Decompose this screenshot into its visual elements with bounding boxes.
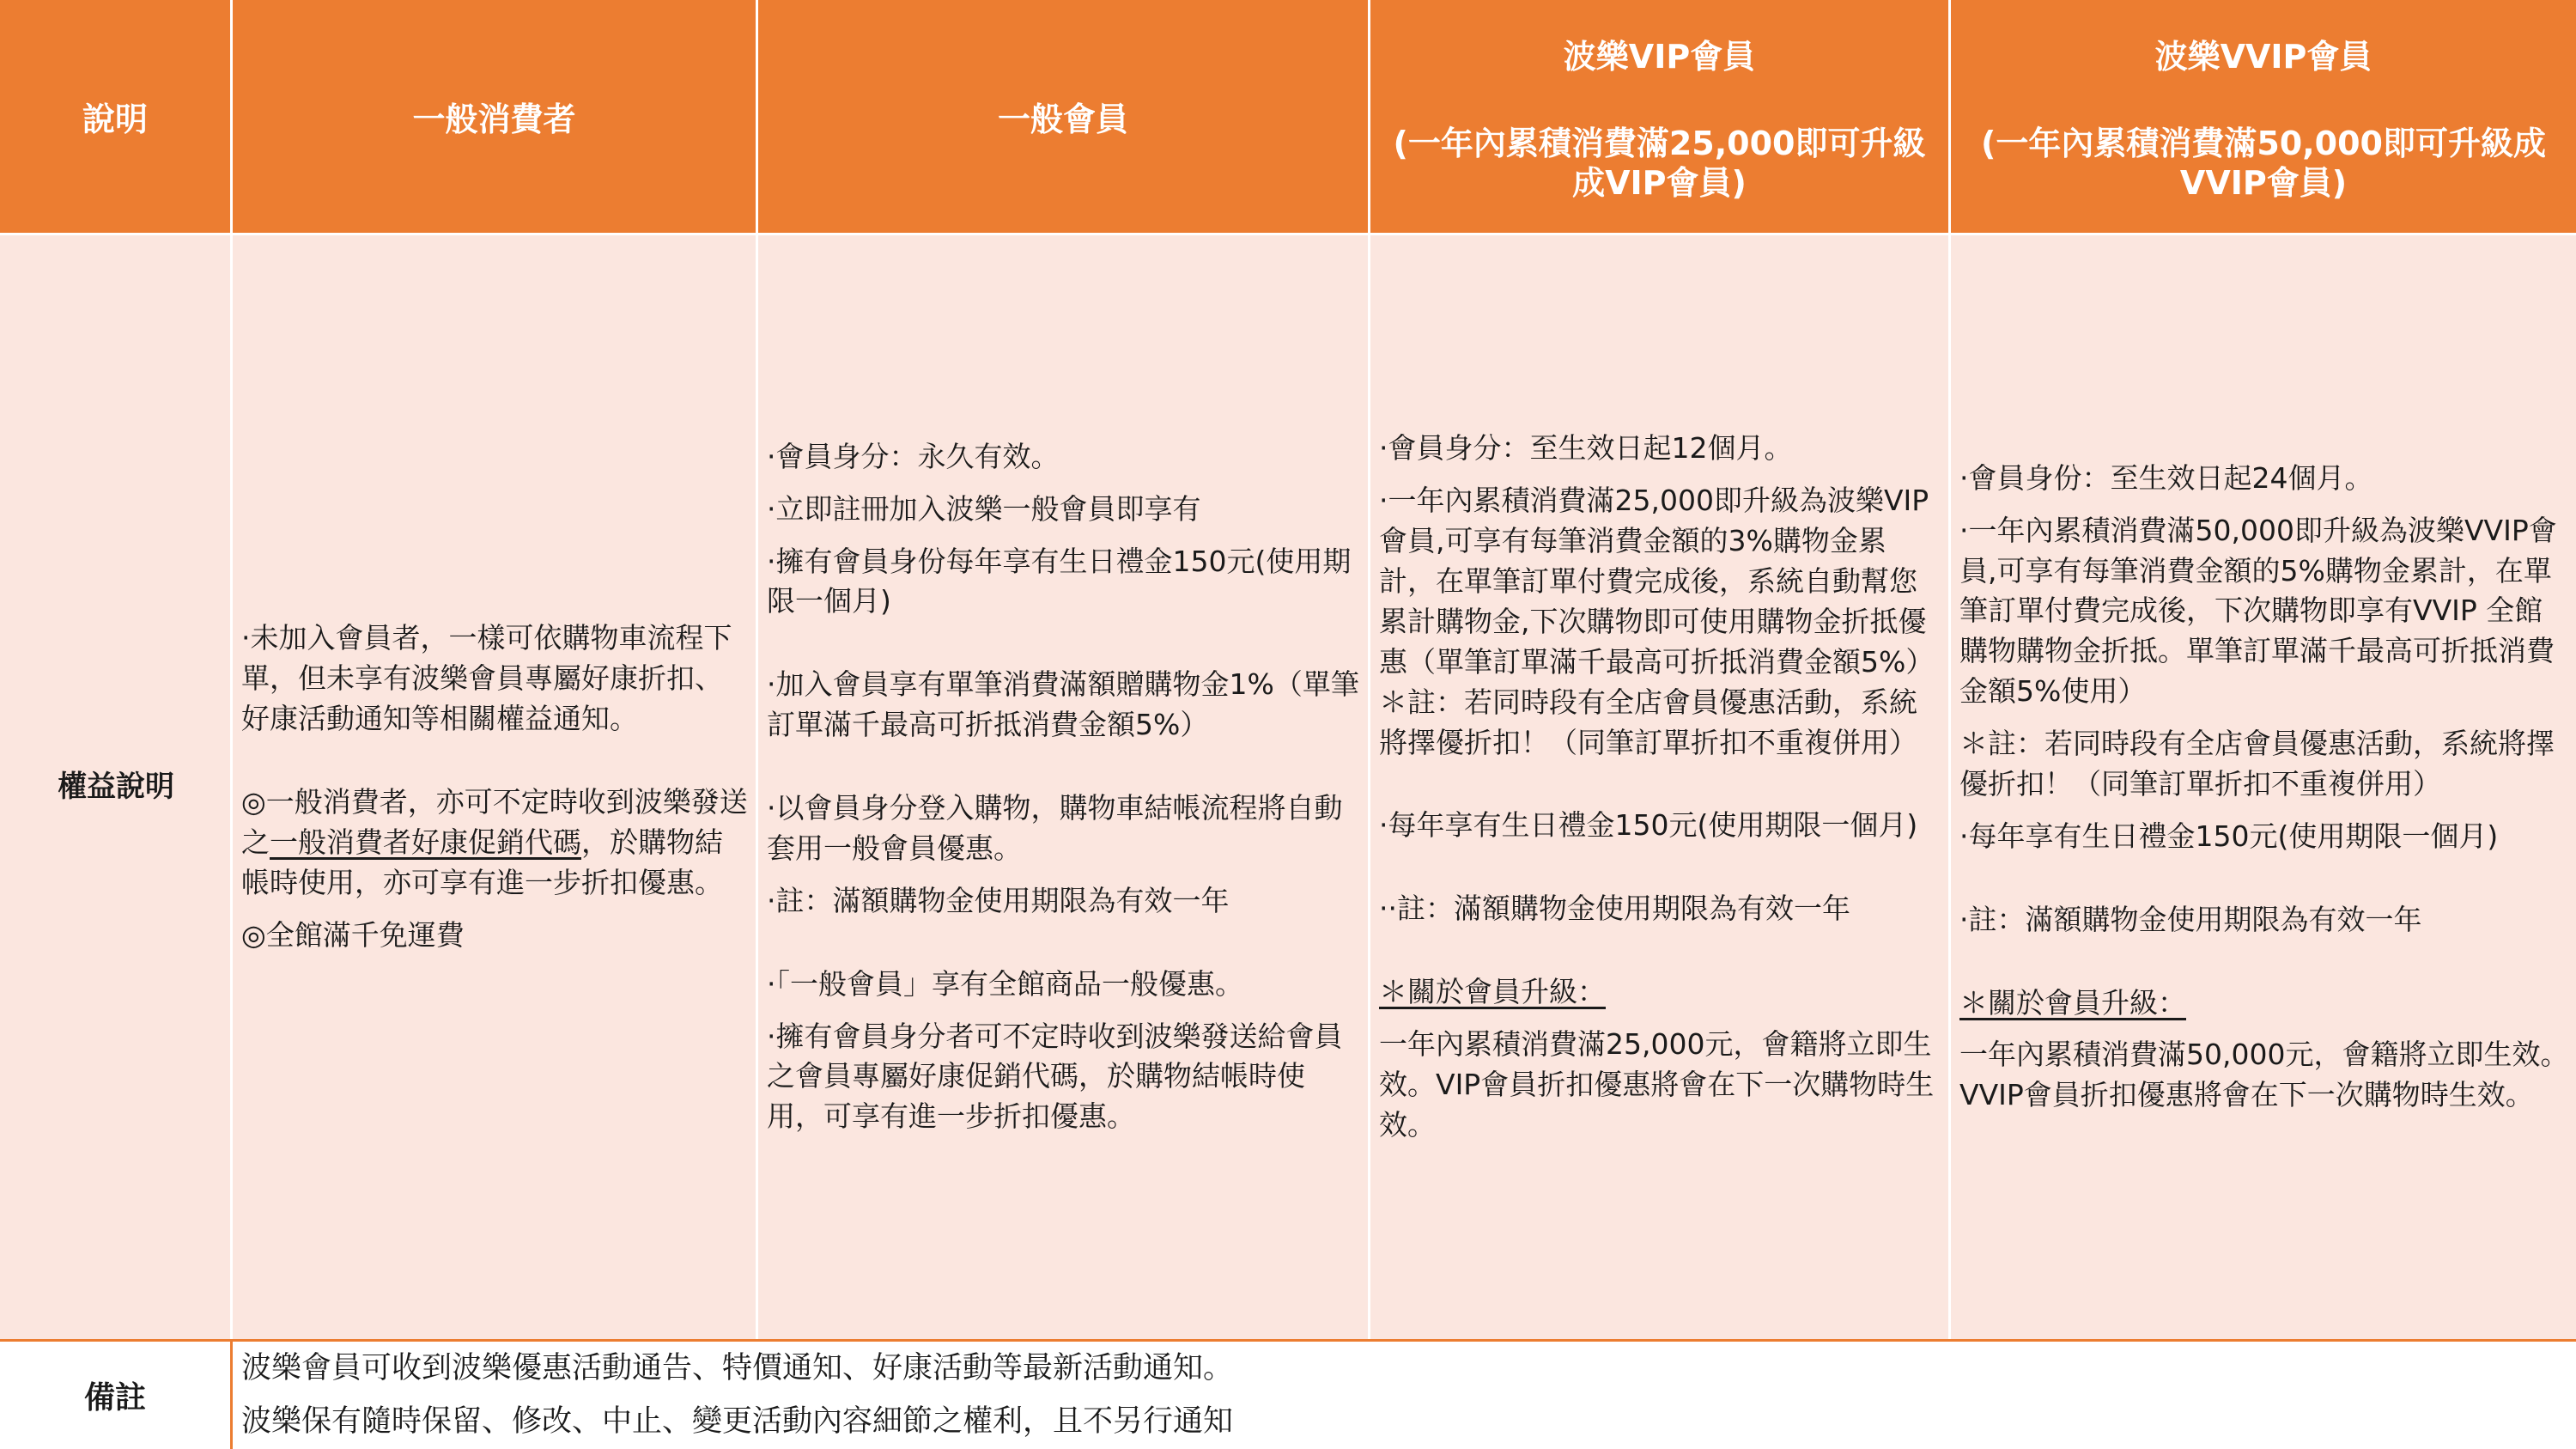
- vvip-p5: ·註：滿額購物金使用期限為有效一年: [1959, 902, 2422, 936]
- member-p4: ·加入會員享有單筆消費滿額贈購物金1%（單筆訂單滿千最高可折抵消費金額5%）: [767, 667, 1359, 742]
- vip-p5: ··註：滿額購物金使用期限為有效一年: [1379, 892, 1850, 926]
- header-general-member-label: 一般會員: [997, 100, 1128, 138]
- vvip-benefits: [1951, 233, 2576, 1339]
- consumer-p1: ·未加入會員者，一樣可依購物車流程下單，但未享有波樂會員專屬好康折扣、好康活動通知等相關權益通知。: [241, 621, 732, 736]
- member-p7: ·「一般會員」享有全館商品一般優惠。: [767, 966, 1243, 1001]
- vvip-p7: 一年內累積消費滿50,000元，會籍將立即生效。VVIP會員折扣優惠將會在下一次購物時生效。: [1959, 1038, 2569, 1112]
- member-p5: ·以會員身分登入購物，購物車結帳流程將自動套用一般會員優惠。: [767, 791, 1343, 865]
- header-vvip-member: [1951, 0, 2576, 233]
- vvip-p4: ·每年享有生日禮金150元(使用期限一個月): [1959, 819, 2499, 853]
- vip-benefits: [1370, 233, 1951, 1339]
- header-description: [0, 0, 233, 233]
- row-label-text: 權益說明: [58, 770, 174, 805]
- header-general-member: [758, 0, 1370, 233]
- footer-line-1: 波樂會員可收到波樂優惠活動通告、特價通知、好康活動等最新活動通知。: [241, 1351, 1234, 1386]
- consumer-benefits: [233, 233, 758, 1339]
- header-vvip-subtitle: (一年內累積消費滿50,000即可升級成VVIP會員): [1980, 124, 2546, 202]
- consumer-p2: [241, 782, 749, 904]
- header-vip-subtitle: (一年內累積消費滿25,000即可升級成VIP會員): [1393, 124, 1926, 202]
- footer-line-2: 波樂保有隨時保留、修改、中止、變更活動內容細節之權利，且不另行通知: [241, 1403, 1234, 1439]
- vip-upgrade-heading: ＊關於會員升級：: [1379, 975, 1606, 1009]
- vip-p1: ·會員身分：至生效日起12個月。: [1379, 431, 1793, 466]
- footer-label-text: 備註: [83, 1380, 146, 1416]
- vip-p3: ＊註：若同時段有全店會員優惠活動，系統將擇優折扣！（同筆訂單折扣不重複併用）: [1379, 685, 1917, 759]
- consumer-p3: ◎全館滿千免運費: [241, 917, 465, 952]
- consumer-promo-code-text: 一般消費者好康促銷代碼: [270, 825, 581, 859]
- consumer-p2-post: ，於購物結帳時使用，亦可享有進一步折扣優惠。: [241, 825, 723, 899]
- vvip-p2: ·一年內累積消費滿50,000即升級為波樂VVIP會員,可享有每筆消費金額的5%購物金累計，在單筆訂單付費完成後，下次購物即享有VVIP 全館購物購物金折抵。單筆訂單滿千最高可折抵消費金額5%使用）: [1959, 513, 2557, 709]
- vvip-upgrade-heading: ＊關於會員升級：: [1959, 985, 2186, 1020]
- member-p8: ·擁有會員身分者可不定時收到波樂發送給會員之會員專屬好康促銷代碼，於購物結帳時使用，可享有進一步折扣優惠。: [767, 1019, 1343, 1134]
- vip-p2: ·一年內累積消費滿25,000即升級為波樂VIP會員,可享有每筆消費金額的3%購物金累計，在單筆訂單付費完成後，系統自動幫您累計購物金,下次購物即可使用購物金折抵優惠（單筆訂單滿千最高可折抵消費金額5%）: [1379, 484, 1935, 679]
- footer-label: [0, 1339, 233, 1449]
- consumer-p2-pre: ◎一般消費者，亦可不定時收到波樂發送之: [241, 785, 748, 859]
- header-general-consumer-label: 一般消費者: [412, 100, 576, 138]
- header-vvip-title: 波樂VVIP會員: [2154, 37, 2372, 76]
- member-p6: ·註：滿額購物金使用期限為有效一年: [767, 883, 1230, 917]
- row-label-benefits: [0, 233, 233, 1339]
- member-p1: ·會員身分：永久有效。: [767, 439, 1060, 473]
- vvip-p1: ·會員身份：至生效日起24個月。: [1959, 460, 2373, 495]
- footer-notes: [233, 1339, 2576, 1449]
- member-p2: ·立即註冊加入波樂一般會員即享有: [767, 491, 1201, 526]
- member-benefits: [758, 233, 1370, 1339]
- header-general-consumer: [233, 0, 758, 233]
- header-vip-member: [1370, 0, 1951, 233]
- header-vip-title: 波樂VIP會員: [1563, 37, 1756, 76]
- vip-p4: ·每年享有生日禮金150元(使用期限一個月): [1379, 808, 1918, 843]
- vip-p7: 一年內累積消費滿25,000元，會籍將立即生效。VIP會員折扣優惠將會在下一次購物時生效。: [1379, 1026, 1935, 1142]
- member-p3: ·擁有會員身份每年享有生日禮金150元(使用期限一個月): [767, 544, 1352, 618]
- header-description-label: 說明: [82, 100, 148, 138]
- vvip-p3: ＊註：若同時段有全店會員優惠活動，系統將擇優折扣！（同筆訂單折扣不重複併用）: [1959, 727, 2555, 801]
